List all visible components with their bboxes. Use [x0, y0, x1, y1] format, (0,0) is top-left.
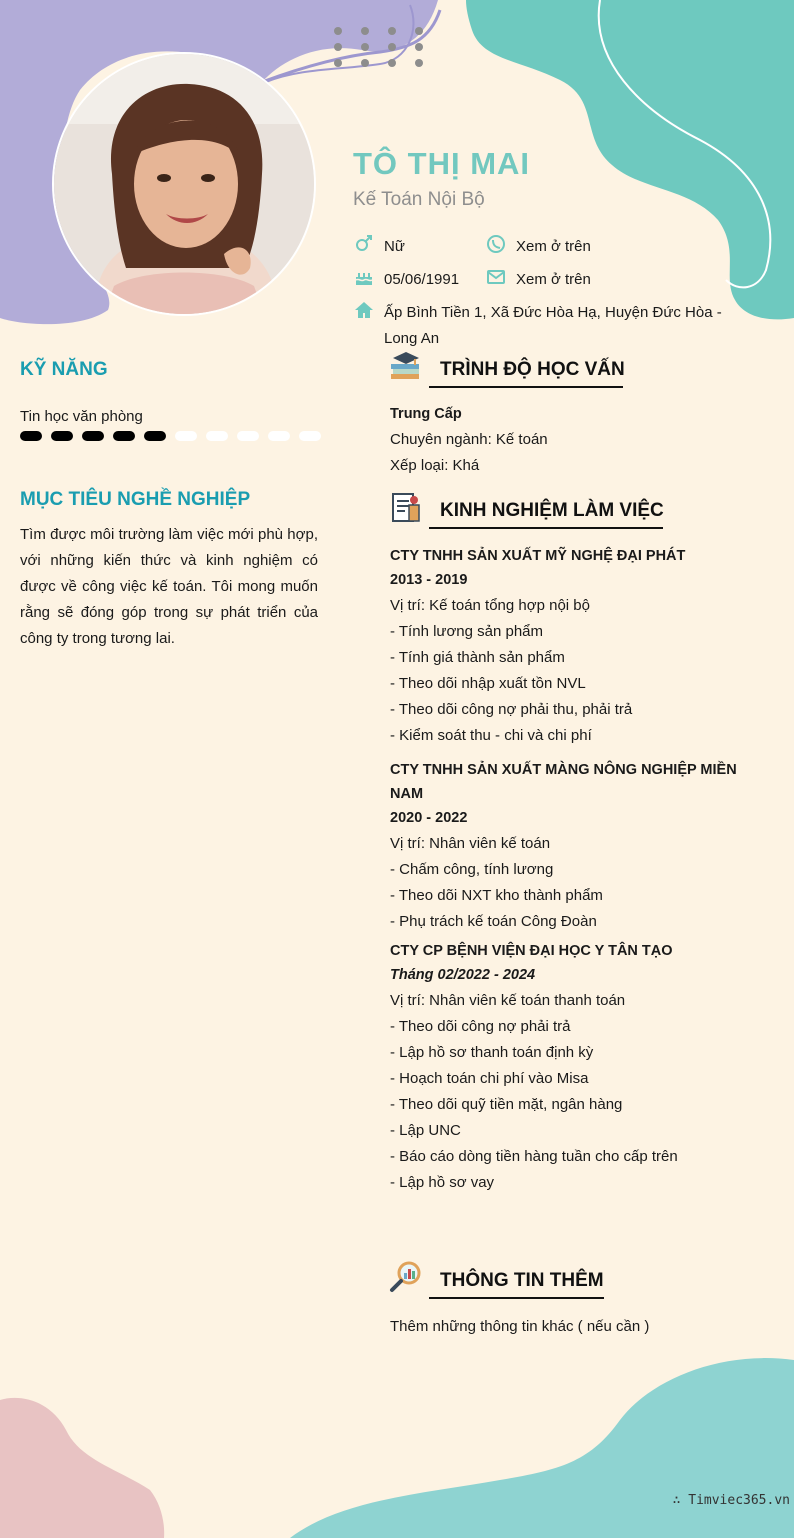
- skills-heading: KỸ NĂNG: [20, 359, 108, 380]
- job-1-task: - Tính giá thành sản phẩm: [390, 649, 565, 666]
- phone-value: Xem ở trên: [516, 238, 591, 255]
- job-2-company-line-2: NAM: [390, 786, 424, 802]
- job-2-position: Vị trí: Nhân viên kế toán: [390, 835, 551, 852]
- education-major: Chuyên ngành: Kế toán: [390, 431, 548, 448]
- birthday-cake-icon: [354, 267, 374, 287]
- skill-dot-filled: [113, 431, 135, 441]
- job-3-task: - Lập hồ sơ thanh toán định kỳ: [390, 1044, 594, 1061]
- job-title: Kế Toán Nội Bộ: [353, 189, 485, 210]
- email-value: Xem ở trên: [516, 271, 591, 288]
- skill-dot-filled: [20, 431, 42, 441]
- education-grade: Xếp loại: Khá: [390, 457, 480, 474]
- job-2-company-line-1: CTY TNHH SẢN XUẤT MÀNG NÔNG NGHIỆP MIỀN: [390, 762, 737, 778]
- skill-dot-filled: [144, 431, 166, 441]
- job-3-position: Vị trí: Nhân viên kế toán thanh toán: [390, 992, 626, 1009]
- job-1-task: - Kiểm soát thu - chi và chi phí: [390, 727, 592, 744]
- candidate-name: TÔ THỊ MAI: [353, 146, 531, 181]
- skill-dot-empty: [175, 431, 197, 441]
- job-3-task: - Theo dõi công nợ phải trả: [390, 1018, 571, 1035]
- birthday-value: 05/06/1991: [384, 271, 460, 288]
- experience-heading-underline: [429, 527, 663, 529]
- education-level: Trung Cấp: [390, 406, 462, 422]
- education-heading-underline: [429, 386, 623, 388]
- extra-info-heading-underline: [429, 1297, 604, 1299]
- job-2-task: - Theo dõi NXT kho thành phẩm: [390, 887, 603, 904]
- extra-info-text: Thêm những thông tin khác ( nếu cần ): [390, 1318, 650, 1335]
- job-3-task: - Lập UNC: [390, 1122, 461, 1139]
- extra-info-heading: THÔNG TIN THÊM: [440, 1270, 604, 1291]
- job-1-task: - Tính lương sản phẩm: [390, 623, 544, 640]
- gender-value: Nữ: [384, 238, 405, 255]
- experience-heading: KINH NGHIỆM LÀM VIỆC: [440, 500, 664, 521]
- phone-icon: [486, 234, 506, 254]
- skill-level-rating: [20, 431, 320, 441]
- job-1-position: Vị trí: Kế toán tổng hợp nội bộ: [390, 597, 590, 614]
- job-1-company: CTY TNHH SẢN XUẤT MỸ NGHỆ ĐẠI PHÁT: [390, 548, 686, 564]
- job-1-period: 2013 - 2019: [390, 572, 468, 588]
- education-heading: TRÌNH ĐỘ HỌC VẤN: [440, 359, 625, 380]
- skill-dot-empty: [268, 431, 290, 441]
- skill-name: Tin học văn phòng: [20, 408, 143, 425]
- magnifier-chart-icon: [389, 1260, 423, 1294]
- objective-text: Tìm được môi trường làm việc mới phù hợp, với những kiến thức và kinh nghiệm có được về công việc kế toán. Tôi mong muốn rằng sẽ đóng góp trong sự phát triển của công ty trong tương lai.: [20, 526, 318, 647]
- job-3-period: Tháng 02/2022 - 2024: [390, 967, 536, 983]
- job-3-task: - Báo cáo dòng tiền hàng tuần cho cấp trên: [390, 1148, 678, 1165]
- job-3-task: - Theo dõi quỹ tiền mặt, ngân hàng: [390, 1096, 623, 1113]
- skill-dot-empty: [206, 431, 228, 441]
- job-3-company: CTY CP BỆNH VIỆN ĐẠI HỌC Y TÂN TẠO: [390, 943, 673, 959]
- gender-icon: [354, 234, 374, 254]
- job-1-task: - Theo dõi nhập xuất tồn NVL: [390, 675, 586, 692]
- email-envelope-icon: [486, 267, 506, 287]
- address-line-1: Ấp Bình Tiền 1, Xã Đức Hòa Hạ, Huyện Đức Hòa -: [384, 304, 722, 321]
- home-icon: [354, 300, 374, 320]
- job-3-task: - Hoạch toán chi phí vào Misa: [390, 1070, 589, 1087]
- skill-dot-empty: [299, 431, 321, 441]
- job-3-task: - Lập hồ sơ vay: [390, 1174, 495, 1191]
- job-2-task: - Chấm công, tính lương: [390, 861, 554, 878]
- skill-dot-filled: [82, 431, 104, 441]
- job-2-task: - Phụ trách kế toán Công Đoàn: [390, 913, 597, 930]
- job-2-period: 2020 - 2022: [390, 810, 468, 826]
- profile-photo: [52, 52, 316, 316]
- objective-heading: MỤC TIÊU NGHỀ NGHIỆP: [20, 489, 251, 510]
- site-watermark: ∴ Timviec365.vn: [672, 1493, 790, 1508]
- education-books-icon: [389, 350, 423, 384]
- address-line-2: Long An: [384, 330, 440, 347]
- experience-document-icon: [389, 491, 423, 525]
- skill-dot-filled: [51, 431, 73, 441]
- job-1-task: - Theo dõi công nợ phải thu, phải trả: [390, 701, 633, 718]
- skill-dot-empty: [237, 431, 259, 441]
